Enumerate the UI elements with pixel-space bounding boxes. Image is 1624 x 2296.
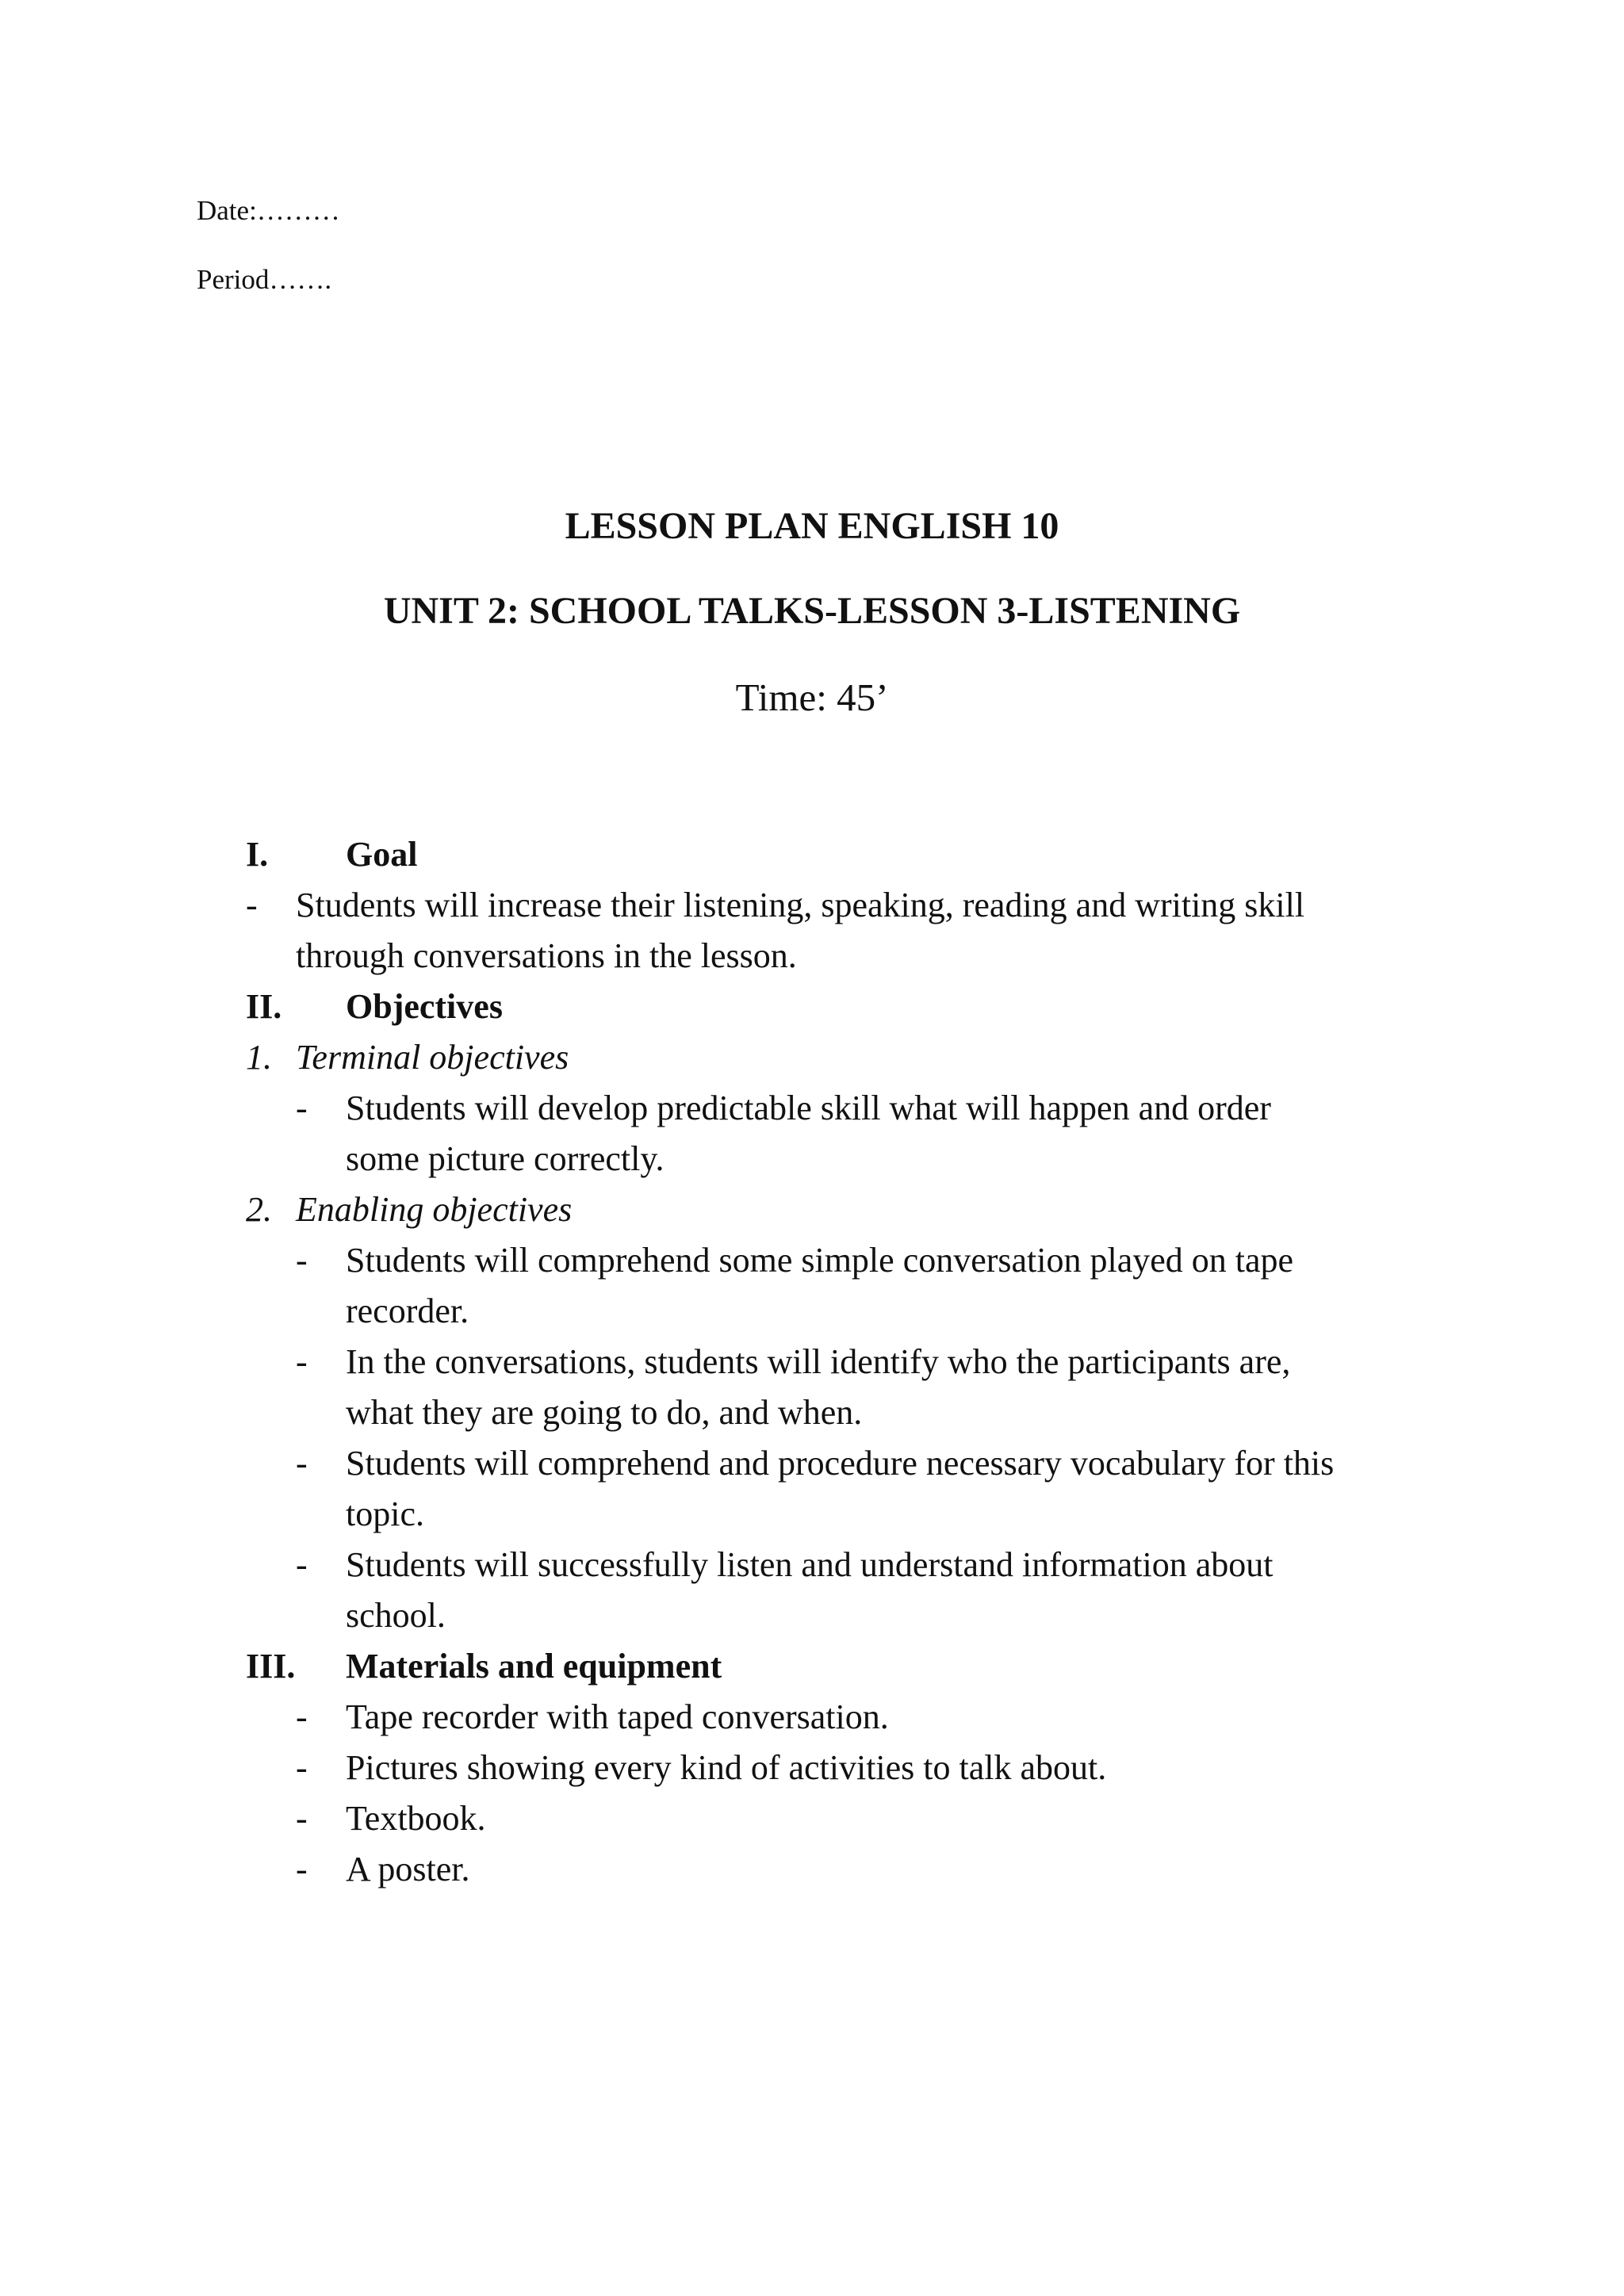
document-title: LESSON PLAN ENGLISH 10 — [565, 505, 1059, 547]
list-item-text: school. — [346, 1596, 446, 1635]
list-item-text: Students will comprehend some simple conversation played on tape — [346, 1241, 1294, 1280]
list-item-text: Pictures showing every kind of activities to talk about. — [346, 1748, 1107, 1787]
list-item-dash: - — [296, 1748, 308, 1787]
section-numeral-objectives: II. — [246, 987, 282, 1026]
goal-text-line1: Students will increase their listening, speaking, reading and writing skill — [296, 886, 1305, 924]
section-heading-goal: Goal — [346, 835, 418, 874]
list-item-dash: - — [296, 1342, 308, 1381]
list-item-text: A poster. — [346, 1850, 470, 1888]
section-heading-objectives: Objectives — [346, 987, 503, 1026]
list-item-dash: - — [296, 1799, 308, 1838]
list-item-text: topic. — [346, 1494, 424, 1533]
list-item-text: Textbook. — [346, 1799, 486, 1838]
list-item-text: some picture correctly. — [346, 1139, 665, 1178]
list-item-dash: - — [296, 1545, 308, 1584]
subsection-number-terminal: 1. — [246, 1038, 272, 1077]
subsection-number-enabling: 2. — [246, 1190, 272, 1229]
subsection-title-terminal: Terminal objectives — [296, 1038, 569, 1077]
list-item-dash: - — [296, 1697, 308, 1736]
subsection-title-enabling: Enabling objectives — [296, 1190, 573, 1229]
section-heading-materials: Materials and equipment — [346, 1647, 722, 1686]
list-item-dash: - — [296, 1850, 308, 1888]
list-item-dash: - — [296, 1241, 308, 1280]
list-item-text: Students will successfully listen and understand information about — [346, 1545, 1274, 1584]
section-numeral-materials: III. — [246, 1647, 296, 1686]
list-item-dash: - — [296, 1444, 308, 1483]
list-item-text: Students will develop predictable skill what will happen and order — [346, 1089, 1271, 1127]
list-item-text: recorder. — [346, 1292, 469, 1330]
time-label: Time: 45’ — [735, 675, 889, 719]
list-item-text: what they are going to do, and when. — [346, 1393, 863, 1432]
goal-text-line2: through conversations in the lesson. — [296, 936, 797, 975]
date-field: Date:……… — [197, 195, 340, 226]
unit-title: UNIT 2: SCHOOL TALKS-LESSON 3-LISTENING — [383, 590, 1241, 632]
list-item-dash: - — [296, 1089, 308, 1127]
list-item-text: In the conversations, students will identify who the participants are, — [346, 1342, 1291, 1381]
list-item-text: Students will comprehend and procedure necessary vocabulary for this — [346, 1444, 1335, 1483]
section-numeral-goal: I. — [246, 835, 269, 874]
goal-bullet: - — [246, 886, 258, 924]
list-item-text: Tape recorder with taped conversation. — [346, 1697, 889, 1736]
period-field: Period……. — [197, 264, 332, 295]
